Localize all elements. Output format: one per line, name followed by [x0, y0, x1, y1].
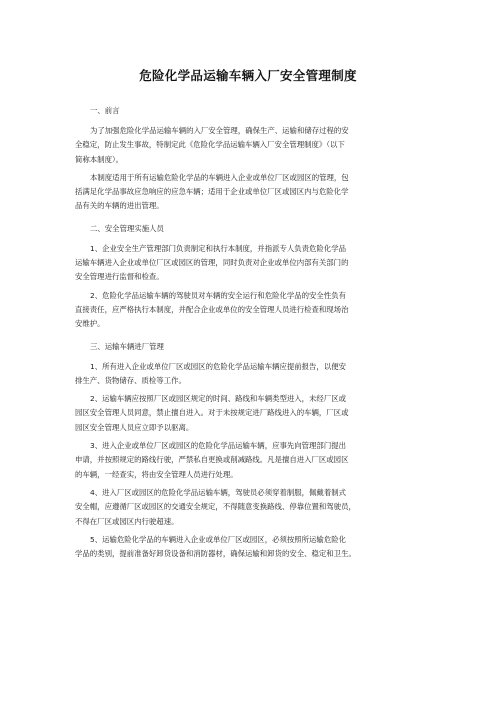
text-line: 安全管理进行监督和检查。 — [75, 272, 164, 282]
section-heading: 三、运输车辆进厂管理 — [90, 341, 164, 351]
text-line: 1、所有进入企业或单位厂区或园区的危险化学品运输车辆应提前报告，以便安 — [90, 361, 346, 371]
text-line: 全稳定，防止发生事故，特制定此《危险化学品运输车辆入厂安全管理制度》（以下 — [75, 140, 345, 150]
text-line: 简称本制度）。 — [75, 154, 124, 164]
paragraph — [75, 124, 425, 167]
text-line: 排生产、货物储存、质检等工作。 — [75, 375, 186, 385]
text-line: 运输车辆进入企业或单位厂区或园区的管理，同时负责对企业或单位内部有关部门的 — [75, 258, 349, 268]
text-line: 5、运输危险化学品的车辆进入企业或单位厂区或园区，必须按照所运输危险化 — [90, 534, 346, 544]
paragraph — [75, 171, 425, 214]
text-line: 本制度适用于所有运输危险化学品的车辆进入企业或单位厂区或园区的管理，包 — [90, 172, 349, 182]
text-line: 学品的类别，提前准备好卸货设备和消防器材，确保运输和卸货的安全、稳定和卫生。 — [75, 549, 356, 559]
text-line: 2、运输车辆应按照厂区或园区规定的时间、路线和车辆类型进入，未经厂区或 — [90, 394, 346, 404]
text-line: 括满足化学品事故应急响应的应急车辆；适用于企业或单位厂区或园区内与危险化学 — [75, 187, 349, 197]
text-line: 4、进入厂区或园区的危险化学品运输车辆，驾驶员必须穿着制服，佩戴着制式 — [90, 487, 346, 497]
text-line: 不得在厂区或园区内行驶超速。 — [75, 516, 179, 526]
section-heading: 一、前言 — [90, 106, 120, 115]
document-body — [75, 104, 425, 565]
text-line: 安维护。 — [75, 319, 105, 329]
paragraph — [75, 486, 425, 529]
text-line: 2、危险化学品运输车辆的驾驶员对车辆的安全运行和危险化学品的安全性负有 — [90, 290, 346, 300]
text-line: 的车辆，一经查实，将由安全管理人员进行处理。 — [75, 469, 238, 479]
text-line: 1、企业安全生产管理部门负责制定和执行本制度，并指派专人负责危险化学品 — [90, 243, 346, 253]
paragraph — [75, 289, 425, 332]
paragraph — [75, 439, 425, 482]
text-line: 直接责任，应严格执行本制度，并配合企业或单位的安全管理人员进行检查和现场治 — [75, 304, 349, 314]
section-heading: 二、安全管理实施人员 — [90, 223, 164, 233]
paragraph — [75, 392, 425, 435]
text-line: 申请，并按照规定的路线行驶，严禁私自更换或削减路线。凡是擅自进入厂区或园区 — [75, 455, 349, 465]
paragraph — [75, 360, 425, 389]
text-line: 园区安全管理人员应立即予以驱离。 — [75, 422, 194, 432]
text-line: 为了加强危险化学品运输车辆的入厂安全管理，确保生产、运输和储存过程的安 — [90, 126, 349, 135]
document-title: 危险化学品运输车辆入厂安全管理制度 — [139, 68, 357, 83]
paragraph — [75, 242, 425, 285]
text-line: 安全帽，应遵循厂区或园区的交通安全规定，不得随意变换路线、停靠位置和驾驶员， — [75, 502, 356, 512]
text-line: 园区安全管理人员同意，禁止擅自进入。对于未按规定进厂路线进入的车辆，厂区或 — [75, 408, 349, 418]
text-line: 3、进入企业或单位厂区或园区的危险化学品运输车辆，应事先向管理部门提出 — [90, 441, 346, 451]
text-line: 品有关的车辆的进出管理。 — [75, 201, 164, 211]
paragraph — [75, 533, 425, 562]
